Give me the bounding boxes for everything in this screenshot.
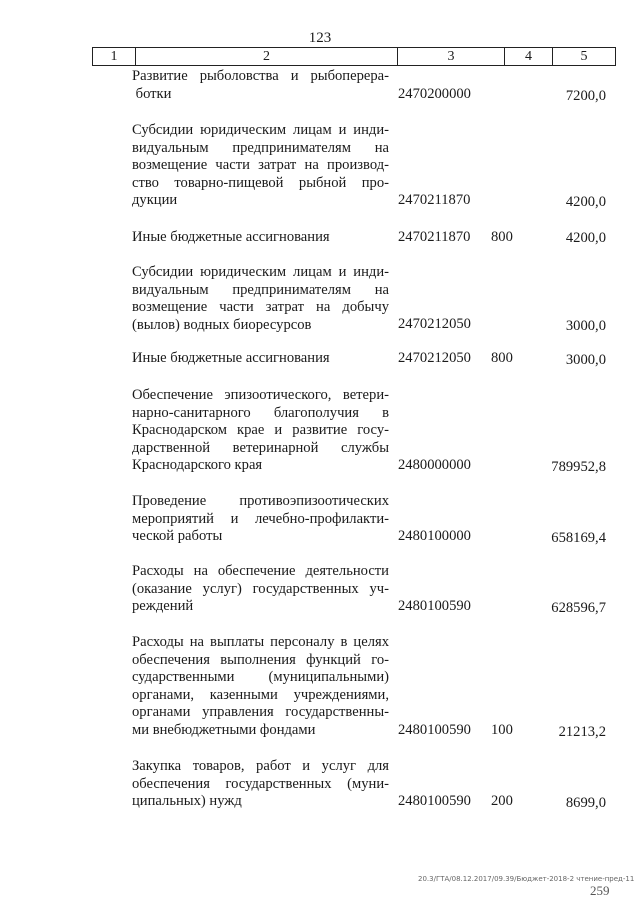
row-code: 2470211870 [398,229,471,245]
row-expense-type: 200 [491,793,513,809]
row-code: 2480100000 [398,528,471,544]
column-header-1: 1 [93,48,136,65]
row-amount: 8699,0 [565,795,606,811]
row-amount: 789952,8 [551,459,606,475]
row-amount: 21213,2 [558,724,606,740]
column-header-3: 3 [398,48,505,65]
row-description: Развитие рыболовства и рыбоперера- ботки [132,68,389,102]
row-code: 2470212050 [398,316,471,332]
footer-stamp: 20.3/ГТА/08.12.2017/09.39/Бюджет-2018-2 чтение-пред-11 [418,875,635,883]
row-description: Иные бюджетные ассигнования [132,229,330,245]
row-expense-type: 800 [491,350,513,366]
row-description: Обеспечение эпизоотического, ветери-нарно-санитарного благополучия в Краснодарском крае и развитие госу-дарственной ветеринарной службы Краснодарского края [132,387,389,474]
row-amount: 628596,7 [551,600,606,616]
column-header [92,47,616,66]
row-code: 2470212050 [398,350,471,366]
row-description: Закупка товаров, работ и услуг для обеспечения государственных (муни-ципальных) нужд [132,758,389,810]
row-description: Иные бюджетные ассигнования [132,350,330,366]
row-amount: 3000,0 [565,352,606,368]
column-header-2: 2 [136,48,398,65]
row-code: 2470200000 [398,86,471,102]
row-description: Субсидии юридическим лицам и инди-видуальным предпринимателям на возмещение части затрат на добычу (вылов) водных биоресурсов [132,264,389,333]
row-code: 2480100590 [398,793,471,809]
row-code: 2480100590 [398,598,471,614]
row-code: 2480100590 [398,722,471,738]
row-amount: 3000,0 [565,318,606,334]
row-amount: 4200,0 [565,230,606,246]
page-number: 123 [308,30,332,46]
row-code: 2470211870 [398,192,471,208]
row-expense-type: 800 [491,229,513,245]
row-code: 2480000000 [398,457,471,473]
row-amount: 658169,4 [551,530,606,546]
row-amount: 4200,0 [565,194,606,210]
row-description: Проведение противоэпизоотических мероприятий и лечебно-профилакти-ческой работы [132,493,389,545]
row-description: Субсидии юридическим лицам и инди-видуальным предпринимателям на возмещение части затрат на производ-ство товарно-пищевой рыбной про-дукции [132,122,389,209]
row-expense-type: 100 [491,722,513,738]
row-description: Расходы на обеспечение деятельности (оказание услуг) государственных уч-реждений [132,563,389,615]
column-header-5: 5 [580,49,588,64]
row-description: Расходы на выплаты персоналу в целях обеспечения выполнения функций го-сударственными (муниципальными) органами, казенными учреждениями, органами управления государственны-ми внебюджетными фондами [132,634,389,738]
footer-page-number: 259 [590,883,610,898]
row-amount: 7200,0 [565,88,606,104]
column-header-4: 4 [505,48,553,65]
